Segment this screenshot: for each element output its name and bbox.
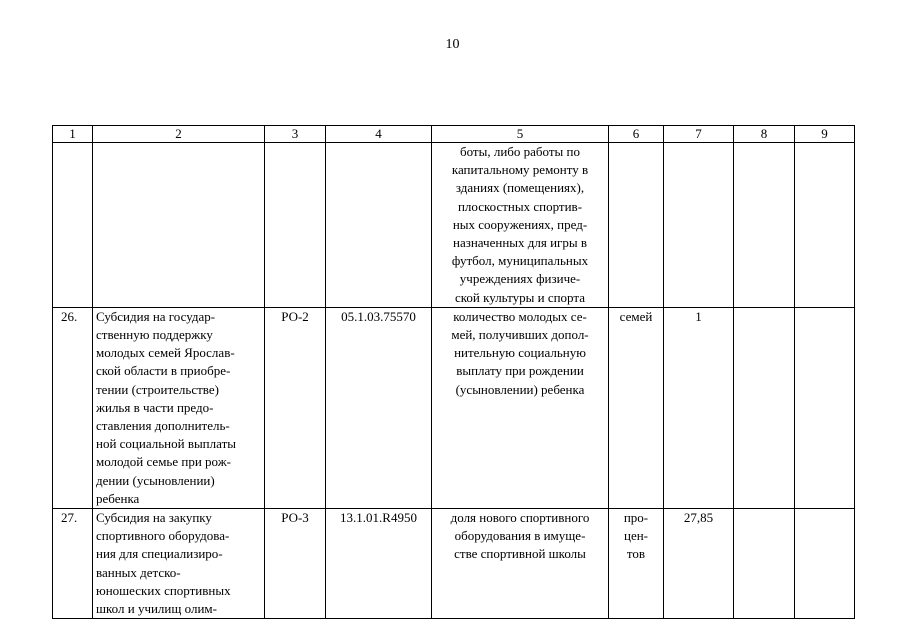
text-line: ребенка	[96, 490, 140, 506]
unit-cell	[609, 143, 664, 308]
col9-cell	[795, 509, 855, 619]
text-line: ния для специализиро-	[96, 546, 223, 562]
budget-code: 13.1.01.R4950	[326, 509, 432, 619]
text-line: ственную поддержку	[96, 327, 213, 343]
row-number: 26.	[53, 307, 93, 508]
text-line: футбол, муниципальных	[451, 253, 589, 269]
col9-cell	[795, 143, 855, 308]
table-header-row	[53, 126, 855, 143]
value-cell	[664, 143, 734, 308]
text-line: жилья в части предо-	[96, 399, 214, 415]
text-line: плоскостных спортив-	[457, 198, 583, 214]
text-line: ской области в приобре-	[96, 363, 231, 379]
text-line: учреждениях физиче-	[459, 271, 581, 287]
page-number: 10	[445, 37, 460, 52]
column-header: 4	[326, 126, 432, 143]
col8-cell	[734, 307, 795, 508]
text-line: ставления дополнитель-	[96, 418, 230, 434]
text-line: (усыновлении) ребенка	[455, 381, 585, 397]
col8-cell	[734, 509, 795, 619]
text-line: Субсидия на государ-	[96, 308, 216, 324]
table-row	[53, 143, 855, 308]
text-line: ных сооружениях, пред-	[452, 216, 588, 232]
text-line: юношеских спортивных	[96, 582, 231, 598]
code-cell	[265, 143, 326, 308]
table-row	[53, 509, 855, 619]
text-line: тов	[626, 546, 646, 562]
text-line: про-	[623, 510, 649, 526]
text-line: ской культуры и спорта	[455, 289, 585, 305]
text-line: капитальному ремонту в	[451, 162, 589, 178]
text-line: назначенных для игры в	[452, 235, 588, 251]
text-line: боты, либо работы по	[459, 144, 580, 159]
row-number: 27.	[53, 509, 93, 619]
text-line: количество молодых се-	[453, 308, 587, 324]
text-line: нительную социальную	[454, 345, 586, 361]
unit-cell	[609, 307, 664, 508]
row-number	[53, 143, 93, 308]
text-line: Субсидия на закупку	[96, 510, 212, 526]
col9-cell	[795, 307, 855, 508]
text-line: молодой семье при рож-	[96, 454, 232, 470]
indicator-cell	[432, 143, 609, 308]
column-header: 5	[432, 126, 609, 143]
text-line: ной социальной выплаты	[96, 436, 236, 452]
text-line: оборудования в имуще-	[454, 528, 586, 544]
column-header: 9	[795, 126, 855, 143]
value-cell: 1	[664, 307, 734, 508]
column-header: 7	[664, 126, 734, 143]
text-line: школ и училищ олим-	[96, 601, 217, 617]
column-header: 3	[265, 126, 326, 143]
text-line: тении (строительстве)	[96, 381, 219, 397]
column-header: 1	[53, 126, 93, 143]
value-cell: 27,85	[664, 509, 734, 619]
text-line: спортивного оборудова-	[96, 528, 230, 544]
column-header: 8	[734, 126, 795, 143]
text-line: семей	[619, 308, 653, 324]
text-line: дении (усыновлении)	[96, 472, 215, 488]
subsidy-name	[93, 307, 265, 508]
code-cell: РО-3	[265, 509, 326, 619]
indicator-cell	[432, 509, 609, 619]
text-line: доля нового спортивного	[450, 510, 590, 526]
text-line: выплату при рождении	[456, 363, 584, 379]
subsidy-name	[93, 143, 265, 308]
text-line: мей, получивших допол-	[451, 327, 589, 343]
text-line: цен-	[623, 528, 648, 544]
column-header: 6	[609, 126, 664, 143]
column-header: 2	[93, 126, 265, 143]
subsidy-name	[93, 509, 265, 619]
col8-cell	[734, 143, 795, 308]
table-row	[53, 307, 855, 508]
text-line: зданиях (помещениях),	[455, 180, 585, 196]
budget-code: 05.1.03.75570	[326, 307, 432, 508]
indicator-cell	[432, 307, 609, 508]
code-cell: РО-2	[265, 307, 326, 508]
text-line: молодых семей Ярослав-	[96, 345, 235, 361]
budget-table	[52, 125, 855, 619]
budget-code	[326, 143, 432, 308]
text-line: стве спортивной школы	[454, 546, 586, 562]
unit-cell	[609, 509, 664, 619]
text-line: ванных детско-	[96, 564, 181, 580]
